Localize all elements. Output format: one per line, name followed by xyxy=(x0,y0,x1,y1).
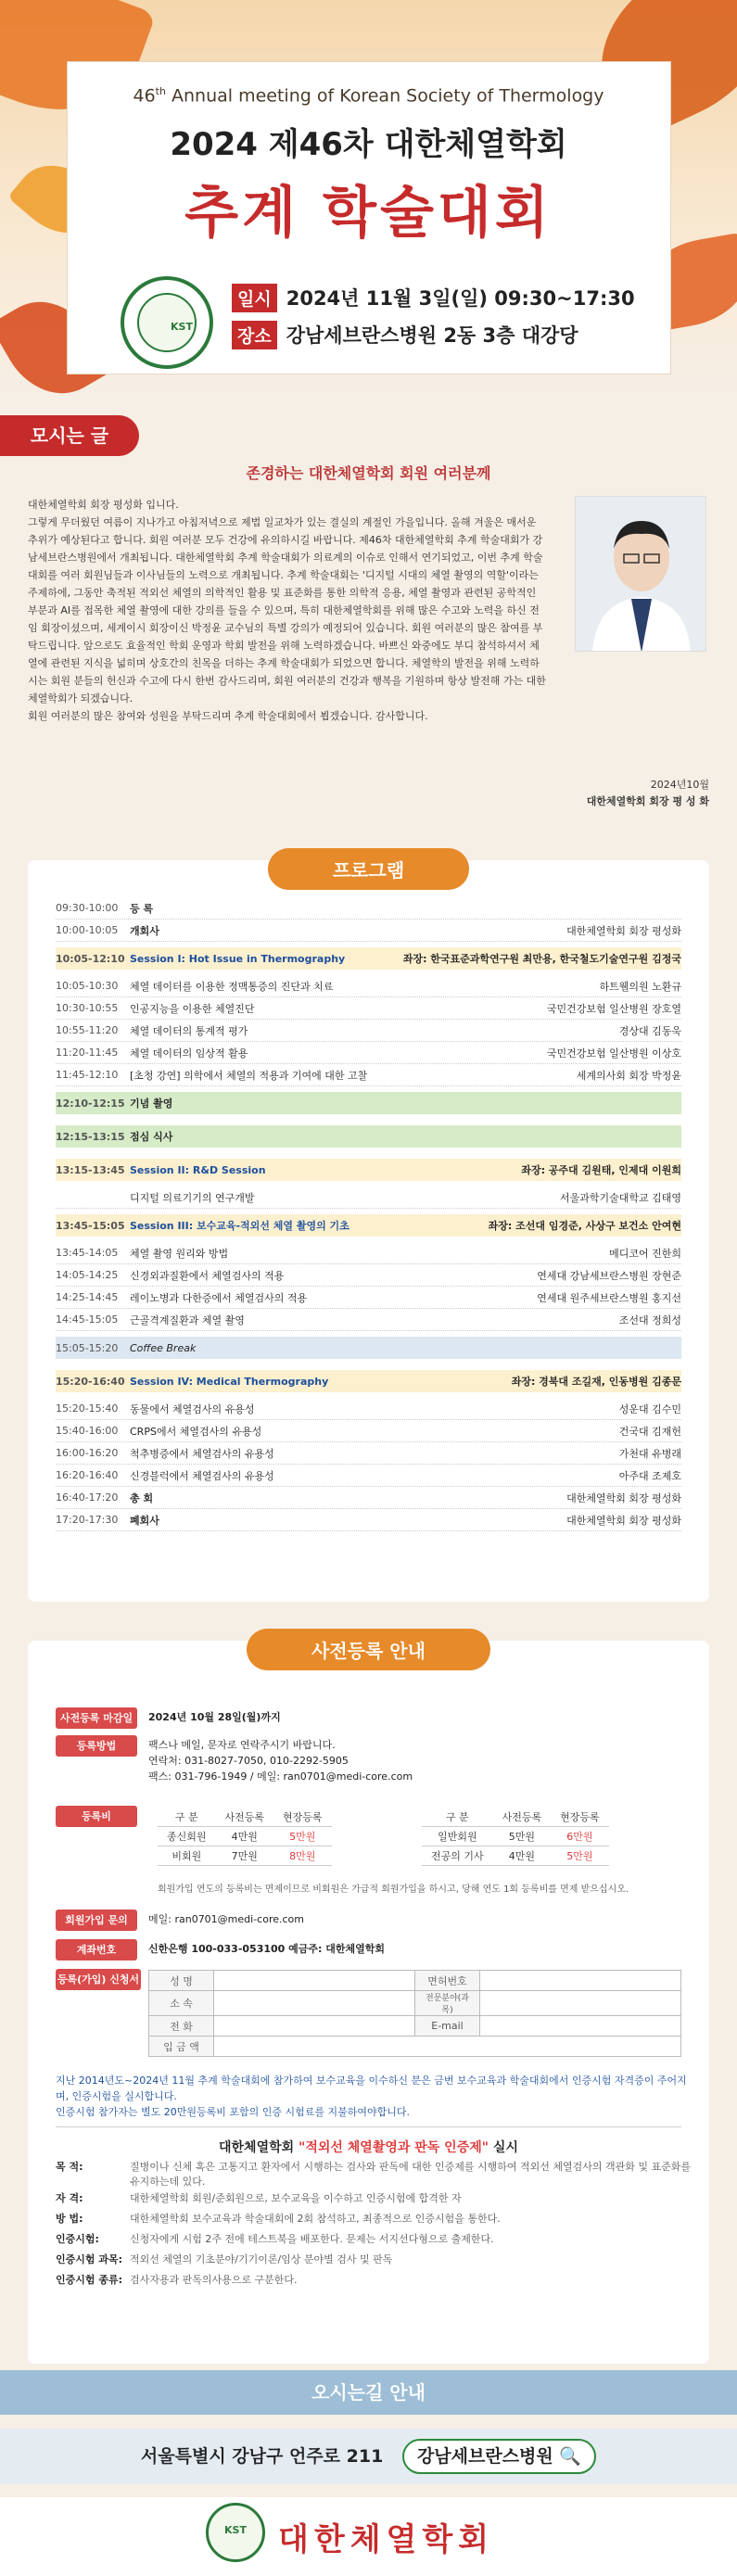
program-row xyxy=(56,1309,681,1331)
program-title-cell: 신경외과질환에서 체열검사의 적용 xyxy=(130,1269,285,1282)
program-time: 13:45-14:05 xyxy=(56,1247,119,1259)
program-title-cell: 체열 데이터의 임상적 활용 xyxy=(130,1047,248,1060)
program-speaker: 조선대 정희성 xyxy=(618,1313,681,1326)
amount-field[interactable] xyxy=(214,2037,681,2057)
program-time: 10:00-10:05 xyxy=(56,924,119,936)
program-time: 17:20-17:30 xyxy=(56,1514,119,1526)
cert-value: 대한체열학회 보수교육과 학술대회에 2회 참석하고, 최종적으로 인증시험을 통한다. xyxy=(130,2213,501,2225)
program-speaker: 국민건강보험 일산병원 장호열 xyxy=(546,1002,681,1015)
program-title-cell: Session II: R&D Session xyxy=(130,1163,266,1176)
program-row xyxy=(56,1020,681,1042)
name-field[interactable] xyxy=(214,1971,415,1991)
program-time: 13:45-15:05 xyxy=(56,1219,125,1232)
program-time: 15:20-16:40 xyxy=(56,1375,125,1388)
program-title-cell: 레이노병과 다한증에서 체열검사의 적용 xyxy=(130,1291,308,1304)
program-time: 13:15-13:45 xyxy=(56,1163,125,1176)
program-speaker: 가천대 유병래 xyxy=(618,1447,681,1460)
program-speaker: 하트웰의원 노환규 xyxy=(599,980,681,993)
program-row xyxy=(56,897,681,920)
hospital-search-button[interactable]: 강남세브란스병원 🔍 xyxy=(402,2439,596,2474)
program-row xyxy=(56,975,681,997)
cert-note: 지난 2014년도~2024년 11월 추계 학술대회에 참가하여 보수교육을 이수하신 분은 금번 보수교육과 학술대회에서 인증시험 자격증이 주어지며, 인증시험을 실시합니다. 인증시험 참가자는 별도 20만원등록비 포함의 인증 시험료를 지불하여야합니다. xyxy=(56,2075,687,2118)
program-row xyxy=(56,997,681,1020)
program-title-cell: 체열 데이터의 통계적 평가 xyxy=(130,1024,248,1037)
program-time: 10:55-11:20 xyxy=(56,1024,119,1036)
program-row xyxy=(56,1337,681,1359)
method-row: 등록방법 팩스나 메일, 문자로 연락주시기 바랍니다. 연락처: 031-8027-7050, 010-2292-5905 팩스: 031-796-1949 / 메일: ran0701@medi-core.com xyxy=(56,1735,137,1757)
greeting-tab: 모시는 글 xyxy=(0,415,139,456)
cert-value: 대한체열학회 회원/준회원으로, 보수교육을 이수하고 인증시험에 합격한 자 xyxy=(130,2192,462,2204)
program-title-cell: 기념 촬영 xyxy=(130,1098,173,1110)
cert-value: 신청자에게 시험 2주 전에 테스트북을 배포한다. 문제는 서지선다형으로 출제한다. xyxy=(130,2233,494,2245)
account-row: 계좌번호 신한은행 100-033-053100 예금주: 대한체열학회 xyxy=(56,1939,137,1961)
program-speaker: 건국대 김재헌 xyxy=(618,1425,681,1438)
program-title-cell: 척추병증에서 체열검사의 유용성 xyxy=(130,1447,274,1460)
program-row xyxy=(56,1465,681,1487)
program-row xyxy=(56,1186,681,1209)
footer-society-name: 대한체열학회 xyxy=(278,2521,495,2558)
program-time: 15:20-15:40 xyxy=(56,1402,119,1415)
program-speaker: 경상대 김동욱 xyxy=(618,1024,681,1037)
event-place: 장소 강남세브란스병원 2동 3층 대강당 xyxy=(232,321,578,349)
program-time: 11:45-12:10 xyxy=(56,1069,119,1081)
program-speaker: 성운대 김수민 xyxy=(618,1402,681,1415)
program-speaker: 좌장: 경북대 조길재, 인동병원 김종문 xyxy=(511,1376,681,1388)
program-speaker: 대한체열학회 회장 평성화 xyxy=(566,924,681,937)
program-time: 16:20-16:40 xyxy=(56,1469,119,1481)
program-time: 14:25-14:45 xyxy=(56,1291,119,1303)
program-speaker: 세계의사회 회장 박정윤 xyxy=(576,1069,681,1082)
program-row xyxy=(56,1042,681,1064)
program-speaker: 대한체열학회 회장 평성화 xyxy=(566,1491,681,1504)
program-speaker: 좌장: 공주대 김원태, 인제대 이원희 xyxy=(521,1164,681,1176)
license-field[interactable] xyxy=(480,1971,681,1991)
program-time: 10:05-10:30 xyxy=(56,980,119,992)
fee-table-left: 구 분 사전등록 현장등록 종신회원 4만원 5만원 비회원 7만원 8만원 xyxy=(158,1808,332,1866)
program-speaker: 메디코어 진한희 xyxy=(609,1247,681,1260)
program-speaker: 서울과학기술대학교 김태영 xyxy=(559,1191,681,1204)
address-text: 서울특별시 강남구 언주로 211 xyxy=(140,2446,384,2467)
program-row xyxy=(56,1214,681,1237)
program-time: 10:30-10:55 xyxy=(56,1002,119,1014)
affiliation-field[interactable] xyxy=(214,1991,415,2016)
program-title-cell: 디지털 의료기기의 연구개발 xyxy=(130,1191,255,1204)
specialty-field[interactable] xyxy=(480,1991,681,2016)
program-speaker: 국민건강보험 일산병원 이상호 xyxy=(546,1047,681,1060)
location-title: 오시는길 안내 xyxy=(0,2370,737,2415)
cert-key: 자 격: xyxy=(56,2192,83,2204)
program-title-cell: 신경블럭에서 체열검사의 유용성 xyxy=(130,1469,274,1482)
program-speaker: 연세대 원주세브란스병원 홍지선 xyxy=(537,1291,681,1304)
program-time: 16:00-16:20 xyxy=(56,1447,119,1459)
program-time: 12:10-12:15 xyxy=(56,1097,125,1110)
program-row xyxy=(56,1370,681,1392)
greeting-signature: 대한체열학회 회장 평 성 화 xyxy=(586,795,709,807)
program-row xyxy=(56,1509,681,1531)
program-title-cell: 근골격계질환과 체열 촬영 xyxy=(130,1313,245,1326)
cert-key: 목 적: xyxy=(56,2161,83,2173)
join-row: 회원가입 문의 메일: ran0701@medi-core.com xyxy=(56,1910,137,1931)
program-time: 14:45-15:05 xyxy=(56,1313,119,1326)
program-row xyxy=(56,920,681,942)
event-date: 일시 2024년 11월 3일(일) 09:30~17:30 xyxy=(232,284,635,312)
greeting-title: 존경하는 대한체열학회 회원 여러분께 xyxy=(246,464,491,482)
hero-title: 2024 제46차 대한체열학회 xyxy=(170,126,567,163)
program-row xyxy=(56,1264,681,1287)
program-title-cell: [초청 강연] 의학에서 체열의 적용과 기여에 대한 고찰 xyxy=(130,1069,368,1082)
cert-key: 인증시험 종류: xyxy=(56,2274,122,2286)
phone-field[interactable] xyxy=(214,2016,415,2037)
cert-key: 인증시험 과목: xyxy=(56,2253,122,2265)
program-row xyxy=(56,1442,681,1465)
program-row xyxy=(56,1159,681,1181)
program-row xyxy=(56,1420,681,1442)
fee-note: 회원가입 연도의 등록비는 면제이므로 비회원은 가급적 회원가입을 하시고, 당해 연도 1회 등록비를 면제 받으십시오. xyxy=(158,1884,629,1895)
apply-row: 등록(가입) 신청서 xyxy=(56,1969,141,1990)
fee-row: 등록비 xyxy=(56,1806,137,1827)
search-icon: 🔍 xyxy=(559,2446,582,2467)
program-row xyxy=(56,1125,681,1148)
program-time: 10:05-12:10 xyxy=(56,952,125,965)
program-row xyxy=(56,947,681,970)
program-title-cell: 인공지능을 이용한 체열진단 xyxy=(130,1002,255,1015)
program-time: 16:40-17:20 xyxy=(56,1491,119,1504)
program-time: 09:30-10:00 xyxy=(56,902,119,914)
program-title: 프로그램 xyxy=(0,848,737,890)
program-title-cell: 체열 데이터를 이용한 정맥통증의 진단과 치료 xyxy=(130,980,334,993)
program-row xyxy=(56,1064,681,1086)
cert-key: 방 법: xyxy=(56,2213,83,2225)
program-row xyxy=(56,1242,681,1264)
program-row xyxy=(56,1287,681,1309)
program-title-cell: 점심 식사 xyxy=(130,1131,173,1143)
registration-title: 사전등록 안내 xyxy=(0,1629,737,1670)
program-speaker: 연세대 강남세브란스병원 장현준 xyxy=(537,1269,681,1282)
program-time: 15:05-15:20 xyxy=(56,1341,119,1354)
hero-subtitle: 46th Annual meeting of Korean Society of Thermology xyxy=(133,85,604,107)
cert-value: 검사자용과 판독의사용으로 구분한다. xyxy=(130,2274,298,2286)
cert-title: 대한체열학회 "적외선 체열촬영과 판독 인증제" 실시 xyxy=(219,2140,518,2155)
program-time: 14:05-14:25 xyxy=(56,1269,119,1281)
cert-key: 인증시험: xyxy=(56,2233,99,2245)
greeting-date: 2024년10월 xyxy=(650,779,709,791)
program-title-cell: 폐회사 xyxy=(130,1514,159,1527)
program-speaker: 아주대 조제호 xyxy=(618,1469,681,1482)
cert-value: 적외선 체열의 기초분야/기기이론/임상 분야별 검사 및 판독 xyxy=(130,2253,393,2265)
program-title-cell: 등 록 xyxy=(130,902,154,915)
program-time: 12:15-13:15 xyxy=(56,1130,125,1143)
fee-table-right: 구 분 사전등록 현장등록 일반회원 5만원 6만원 전공의 기사 4만원 5만원 xyxy=(422,1808,609,1866)
president-photo xyxy=(575,496,706,652)
program-speaker: 대한체열학회 회장 평성화 xyxy=(566,1514,681,1527)
program-title-cell: 체열 촬영 원리와 방법 xyxy=(130,1247,229,1260)
hero-main-title: 추계 학술대회 xyxy=(184,181,553,246)
program-title-cell: 동물에서 체열검사의 유용성 xyxy=(130,1402,255,1415)
cert-value: 질병이나 신체 혹은 고통지고 환자에서 시행하는 검사와 판독에 대한 인증제를 시행하여 적외선 체열검사의 객관화 및 표준화를 유지하는데 있다. xyxy=(130,2161,691,2188)
program-title-cell: 총 회 xyxy=(130,1491,154,1504)
footer-emblem: KST xyxy=(206,2503,265,2562)
program-row xyxy=(56,1092,681,1114)
program-title-cell: Session I: Hot Issue in Thermography xyxy=(130,952,346,965)
program-speaker: 좌장: 조선대 임경준, 사상구 보건소 안여현 xyxy=(488,1220,681,1232)
greeting-body: 대한체열학회 회장 평성화 입니다. 그렇게 무더웠던 여름이 지나가고 아침저녁으로 제법 일교차가 있는 결실의 계절인 가을입니다. 올해 겨울은 매서운 추위가 예상된다고 합니다. 회원 여러분 모두 건강에 유의하시길 바랍니다. 제46차 대한체열학회 추계 학술대회가 강남세브란스병원에서 개최됩니다. 대한체열학회 추계 학술대회가 의료계의 이슈로 인해서 연기되었고, 이번 추계 학술대회를 여러 회원님들과 이사님들의 노력으로 개최됩니다. 추계 학술대회는 '디지털 시대의 체열 촬영의 역할'이라는 주제하에, 그동안 축적된 적외선 체열의 의학적인 활용 및 표준화를 통한 의학적 응용, 체열 촬영과 관련된 공학적인 부분과 AI를 접목한 체열 촬영에 대한 강의를 들을 수 있으며, 특히 대한체열학회를 위해 많은 수고와 노력을 하신 전임 회장이셨으며, 세계이시 회장이신 박정윤 교수님의 특별 강의가 예정되어 있습니다. 회원 여러분의 많은 참여를 부탁드립니다. 앞으로도 효율적인 학회 운영과 학회 발전을 위해 노력하겠습니다. 바쁘신 와중에도 부디 참석하셔서 체열에 관련된 지식을 넓히며 상호간의 친목을 더하는 추계 학술대회가 되었으면 합니다. 체열학의 발전을 위해 노력하시는 회원 분들의 헌신과 수고에 다시 한번 감사드리며, 회원 여러분의 건강과 행복을 기원하며 항상 발전해 가는 대한체열학회가 되겠습니다. 회원 여러분의 많은 참여와 성원을 부탁드리며 추계 학술대회에서 뵙겠습니다. 감사합니다. xyxy=(28,499,546,722)
program-time: 11:20-11:45 xyxy=(56,1047,119,1059)
program-title-cell: CRPS에서 체열검사의 유용성 xyxy=(130,1425,262,1438)
society-emblem: KST xyxy=(121,276,213,369)
program-row xyxy=(56,1398,681,1420)
program-title-cell: Session III: 보수교육-적외선 체열 촬영의 기초 xyxy=(130,1220,349,1232)
application-form: 성 명 면허번호 소 속 전문분야(과목) 전 화 E-mail 입 금 액 xyxy=(148,1970,681,2057)
deadline-row: 사전등록 마감일 2024년 10월 28일(월)까지 xyxy=(56,1707,137,1729)
program-title-cell: Coffee Break xyxy=(130,1341,197,1354)
email-field[interactable] xyxy=(480,2016,681,2037)
program-time: 15:40-16:00 xyxy=(56,1425,119,1437)
program-row xyxy=(56,1487,681,1509)
address-row xyxy=(0,2429,737,2484)
program-speaker: 좌장: 한국표준과학연구원 최만용, 한국철도기술연구원 김정국 xyxy=(402,953,681,965)
program-title-cell: Session IV: Medical Thermography xyxy=(130,1375,329,1388)
program-title-cell: 개회사 xyxy=(130,924,159,937)
divider xyxy=(56,2126,681,2127)
